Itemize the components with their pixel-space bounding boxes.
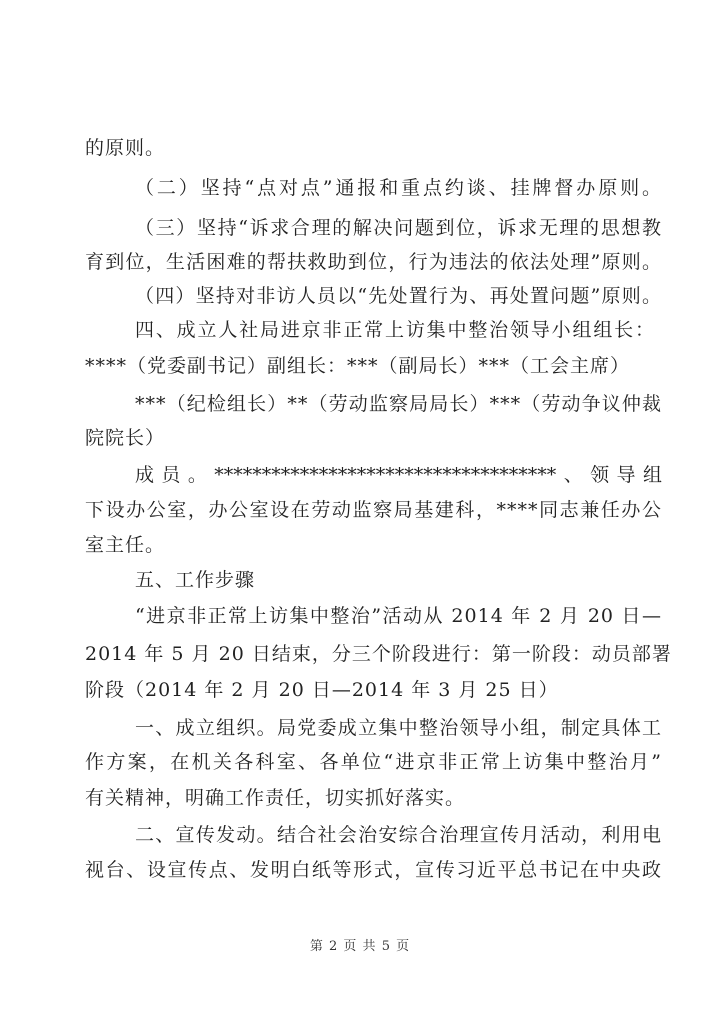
text-line: 一、成立组织。局党委成立集中整治领导小组，制定具体工 — [135, 717, 662, 739]
text-line: 2014 年 5 月 20 日结束，分三个阶段进行：第一阶段：动员部署 — [85, 643, 672, 665]
text-line: （三）坚持“诉求合理的解决问题到位，诉求无理的思想教 — [135, 217, 662, 239]
page-indicator: 第 2 页 共 5 页 — [309, 939, 411, 954]
text-line: （二）坚持“点对点”通报和重点约谈、挂牌督办原则。 — [135, 177, 662, 199]
text-line: ***（纪检组长）**（劳动监察局局长）***（劳动争议仲裁 — [135, 393, 662, 415]
text-line: 的原则。 — [85, 137, 166, 159]
text-line: 成员。************************************、领导组 — [135, 464, 662, 486]
text-line: （四）坚持对非访人员以“先处置行为、再处置问题”原则。 — [135, 285, 662, 307]
section-heading: 五、工作步骤 — [135, 569, 256, 591]
text-line: 有关精神，明确工作责任，切实抓好落实。 — [85, 787, 466, 809]
text-line: 院院长） — [85, 427, 166, 449]
text-line: 下设办公室，办公室设在劳动监察局基建科，****同志兼任办公 — [85, 499, 662, 521]
text-line: ****（党委副书记）副组长：***（副局长）***（工会主席） — [85, 355, 631, 377]
text-line: 育到位，生活困难的帮扶救助到位，行为违法的依法处理”原则。 — [85, 251, 662, 273]
text-line: 阶段（2014 年 2 月 20 日—2014 年 3 月 25 日） — [85, 679, 559, 701]
text-line: 室主任。 — [85, 534, 166, 556]
text-line: 视台、设宣传点、发明白纸等形式，宣传习近平总书记在中央政 — [85, 859, 662, 881]
text-line: 二、宣传发动。结合社会治安综合治理宣传月活动，利用电 — [135, 824, 662, 846]
text-line: 作方案，在机关各科室、各单位“进京非正常上访集中整治月” — [85, 751, 662, 773]
text-line: 四、成立人社局进京非正常上访集中整治领导小组组长： — [135, 319, 655, 341]
text-line: “进京非正常上访集中整治”活动从 2014 年 2 月 20 日— — [135, 605, 662, 627]
